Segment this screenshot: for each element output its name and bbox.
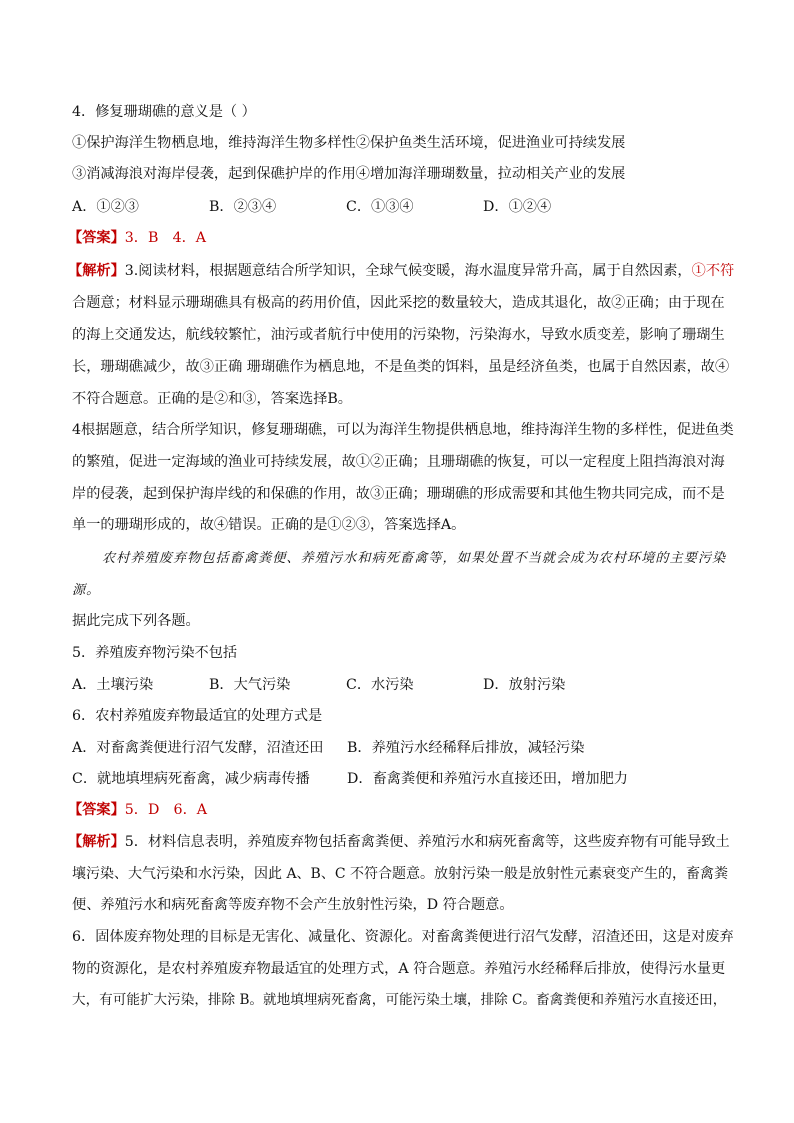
analysis-1-line-8: 岸的侵袭，起到保护海岸线的和保礁的作用，故③正确；珊瑚礁的形成需要和其他生物共同完成，而不是 [72, 486, 725, 502]
analysis-2-line-6: 大，有可能扩大污染，排除 B。就地填埋病死畜禽，可能污染土壤，排除 C。畜禽粪便和养殖污水直接还田， [72, 992, 727, 1008]
question-5-stem: 5．养殖废弃物污染不包括 [72, 645, 238, 661]
analysis-2-line-5: 物的资源化，是农村养殖废弃物最适宜的处理方式，A 符合题意。养殖污水经稀释后排放，使得污水量更 [72, 961, 726, 977]
material-line-1: 农村养殖废弃物包括畜禽粪便、养殖污水和病死畜禽等，如果处置不当就会成为农村环境的主要污染 [102, 551, 727, 566]
analysis-label: 【解析】 [68, 263, 125, 279]
answer-label-2: 【答案】 [68, 802, 125, 818]
analysis-2-line-1 [68, 832, 728, 852]
analysis-1-line-6: 4根据题意，结合所学知识，修复珊瑚礁，可以为海洋生物提供栖息地，维持海洋生物的多样性，促进鱼类 [72, 422, 734, 438]
analysis-1-line-9: 单一的珊瑚形成的，故④错误。正确的是①②③，答案选择A。 [72, 517, 466, 533]
answer-block-1 [68, 228, 728, 248]
q6-option-d: D．畜禽粪便和养殖污水直接还田，增加肥力 [347, 771, 628, 787]
analysis-1-line-3: 的海上交通发达，航线较繁忙，油污或者航行中使用的污染物，污染海水，导致水质变差，影响了珊瑚生 [72, 327, 725, 343]
analysis-label-2: 【解析】 [68, 834, 125, 850]
q6-option-c: C．就地填埋病死畜禽，减少病毒传播 [72, 771, 310, 787]
answer-label: 【答案】 [68, 230, 125, 246]
material-prompt: 据此完成下列各题。 [72, 613, 200, 629]
analysis-2-line-4: 6．固体废弃物处理的目标是无害化、减量化、资源化。对畜禽粪便进行沼气发酵，沼渣还田，这是对废弃 [72, 929, 734, 945]
answer-block-2 [68, 800, 728, 820]
analysis-2-line-2: 壤污染、大气污染和水污染，因此 A、B、C 不符合题意。放射污染一般是放射性元素衰变产生的，畜禽粪 [72, 866, 729, 882]
answer-text-2: 5．D 6．A [124, 802, 208, 818]
analysis-1-line-5: 不符合题意。正确的是②和③，答案选择B。 [72, 391, 352, 407]
analysis-line-1 [68, 261, 735, 281]
q6-option-b: B．养殖污水经稀释后排放，减轻污染 [347, 740, 585, 756]
q5-option-a: A．土壤污染 [72, 677, 154, 693]
q5-option-d: D．放射污染 [483, 677, 566, 693]
q6-option-a: A．对畜禽粪便进行沼气发酵，沼渣还田 [72, 740, 324, 756]
analysis-1-line-7: 的繁殖，促进一定海域的渔业可持续发展，故①②正确；且珊瑚礁的恢复，可以一定程度上阻挡海浪对海 [72, 454, 725, 470]
question-4-stem: 4．修复珊瑚礁的意义是（ ） [72, 104, 256, 120]
question-4-options [72, 197, 732, 217]
analysis-1-l1: 3.阅读材料，根据题意结合所学知识，全球气候变暖，海水温度异常升高，属于自然因素， [124, 263, 692, 279]
question-5-options [72, 675, 732, 695]
analysis-1-line-4: 长，珊瑚礁减少，故③正确 珊瑚礁作为栖息地，不是鱼类的饵料，虽是经济鱼类，也属于自然因素，故④ [72, 359, 730, 375]
q4-option-a: A．①②③ [72, 199, 139, 215]
question-6-options-row-1 [72, 738, 732, 758]
question-4-items-line-1: ①保护海洋生物栖息地，维持海洋生物多样性②保护鱼类生活环境，促进渔业可持续发展 [72, 135, 626, 151]
answer-text: 3．B 4．A [124, 230, 207, 246]
analysis-2-l1: 5．材料信息表明，养殖废弃物包括畜禽粪便、养殖污水和病死畜禽等，这些废弃物有可能导致土 [124, 834, 730, 850]
question-4-items-line-2: ③消减海浪对海岸侵袭，起到保礁护岸的作用④增加海洋珊瑚数量，拉动相关产业的发展 [72, 166, 626, 182]
analysis-2-line-3: 便、养殖污水和病死畜禽等废弃物不会产生放射性污染，D 符合题意。 [72, 897, 514, 913]
question-6-options-row-2 [72, 769, 732, 789]
analysis-1-l1-red: ①不符 [691, 263, 735, 279]
analysis-1-line-2: 合题意；材料显示珊瑚礁具有极高的药用价值，因此采挖的数量较大，造成其退化，故②正确；由于现在 [72, 295, 725, 311]
question-6-stem: 6．农村养殖废弃物最适宜的处理方式是 [72, 708, 323, 724]
q5-option-b: B．大气污染 [209, 677, 291, 693]
q5-option-c: C．水污染 [346, 677, 414, 693]
q4-option-c: C．①③④ [346, 199, 414, 215]
q4-option-d: D．①②④ [483, 199, 552, 215]
material-line-2: 源。 [72, 583, 101, 598]
q4-option-b: B．②③④ [209, 199, 277, 215]
